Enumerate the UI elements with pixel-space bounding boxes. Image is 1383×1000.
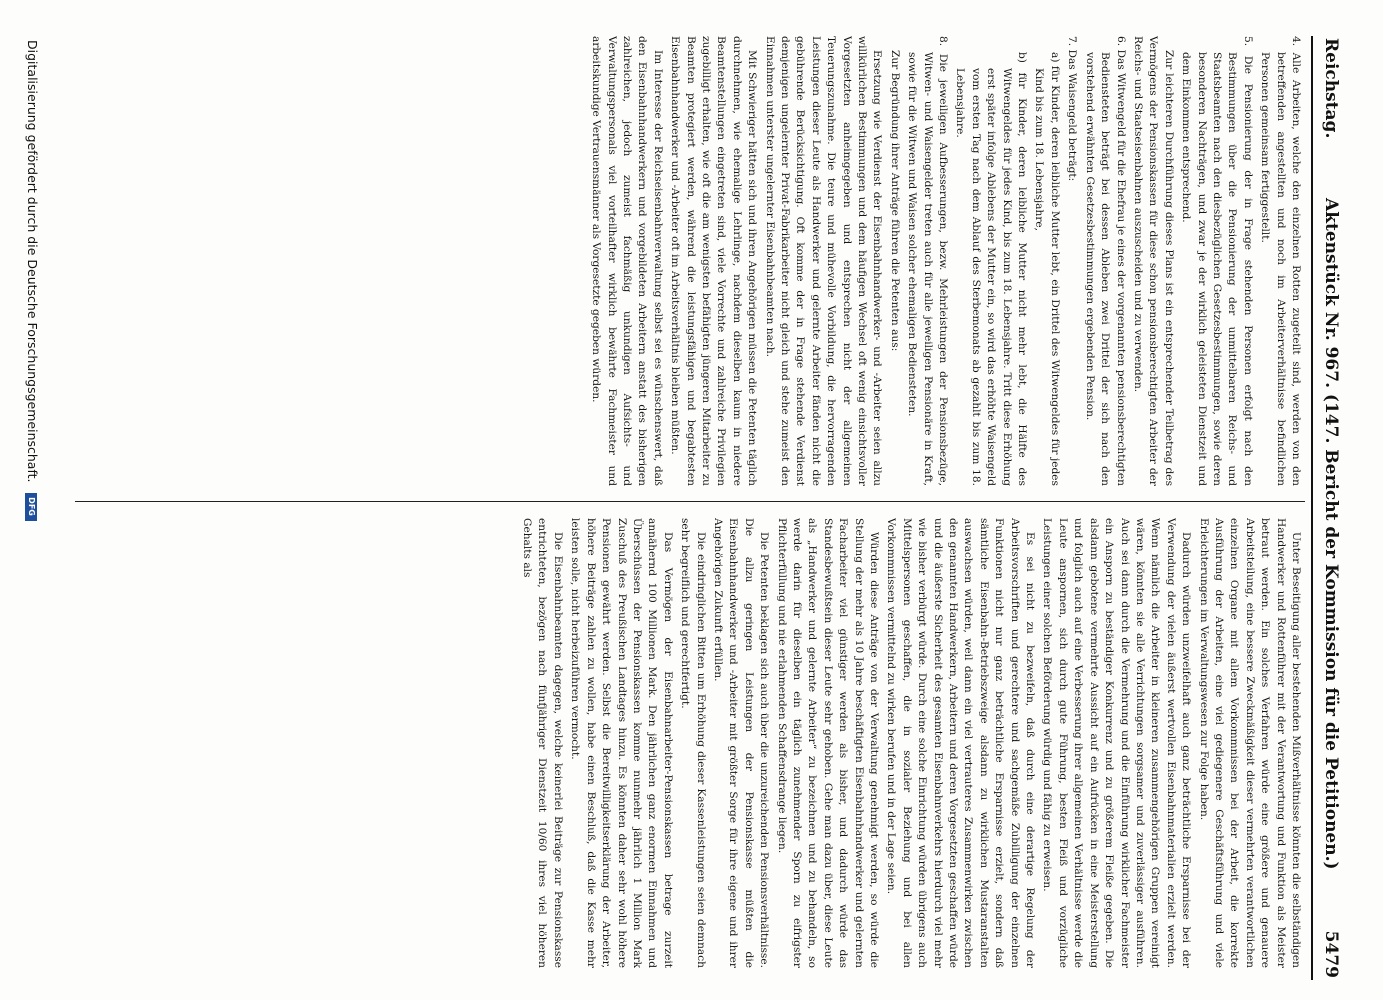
paragraph-item-5: 5. Die Pensionierung der in Frage stehenden Personen erfolgt nach den Bestimmungen über die Pensionierung der unmittelbaren Reichs- und Staatsbeamten nach den diesbezüglichen Gesetzesbestimmungen, sowie deren besonderen Nachträgen, und zwar je der wirklich geleisteten Dienstzeit und dem Einkommen entsprechend. [1180,36,1254,486]
paragraph-item-7a: a) für Kinder, deren leibliche Mutter lebt, ein Drittel des Witwengeldes für jedes Kind bis zum 18. Lebensjahre, [1033,52,1061,486]
paragraph-item-8: 8. Die jeweiligen Aufbesserungen, bezw. Mehrleistungen der Pensionsbezüge, Witwen- und Waisengelder treten auch für alle jeweiligen Pensionäre in Kraft, sowie für die Witwen und Waisen solcher ehemaligen Bediensteten. [906,36,950,486]
paragraph: Mit Schwieriger hätten sich und ihren Angehörigen müssen die Petenten täglich durchnehmen, wie ehemalige Lehrlinge, nachdem dieselben kaum in niedere Beamtenstellungen eingetreten sind, viele Vorrechte und zahlreiche Privilegien zugebilligt erhalten, wie oft die am wenigsten befähigten jüngeren Mitarbeiter zu Beamten protegiert werden, während die leistungsfähigen und begabtesten Eisenbahnhandwerker und -Arbeiter oft im Arbeitsverhältnis bleiben müßten. [669,36,759,486]
page-number: 5479 [1321,930,1341,978]
paragraph: Würden diese Anträge von der Verwaltung genehmigt werden, so würde die Stellung der mehr als 10 Jahre beschäftigten Eisenbahnhandwerker und gelernten Facharbeiter viel günstiger werden als bisher, und dadurch würde das Standesbewußtsein dieser Leute sehr gehoben. Gehe man dazu über, diese Leute als „Handwerker und gelernte Arbeiter“ zu bezeichnen und zu behandeln, so werde darin für dieselben ein täglich zunehmender Sporn zu eifrigster Pflichterfüllung und nie erlahmenden Schaffensdrange liegen. [775,518,881,968]
paragraph: Die Petenten beklagen sich auch über die unzureichenden Pensionsverhältnisse. Die allzu geringen Leistungen der Pensionskasse müßten die Eisenbahnhandwerker und -Arbeiter mit größter Sorge für ihre eigene und ihrer Angehörigen Zukunft erfüllen. [711,518,771,968]
paragraph: Es sei nicht zu bezweifeln, daß durch eine derartige Regelung der Arbeitsvorschriften und gerechtere und sachgemäße Zubilligung der einzelnen Funktionen nicht nur ganz beträchtliche Ersparnisse erzielt, sondern daß sämtliche Eisenbahn-Betriebszweige alsdann zu wirklichen Mustaranstalten auswachsen würden, weil dann ein viel vertrauteres Zusammenwirken zwischen den genannten Handwerkern, Arbeitern und deren Vorgesetzten geschaffen würde und die äußerste Sicherheit des gesamten Eisenbahnverkehrs hierdurch viel mehr wie bisher verbürgt würde. Durch eine solche Einrichtung würden übrigens auch Mittelspersonen geschaffen, die in sozialer Beziehung und bei allen Vorkommnissen vermittelnd zu wirken berufen und in der Lage seien. [885,518,1037,968]
paragraph-item-6: 6. Das Witwengeld für die Ehefrau je eines der vorgenannten pensionsberechtigten Bediensteten beträgt bei dessen Ableben zwei Drittel der sich nach den vorstehend erwähnten Gesetzesbestimmungen ergebenden Pension. [1083,36,1127,486]
footer-text: Digitalisierung gefördert durch die Deutsche Forschungsgemeinschaft. [25,40,40,483]
paragraph: Dadurch würden unzweifelhaft auch ganz beträchtliche Ersparnisse bei der Verwendung der vielen äußerst wertvollen Eisenbahnmaterialien erzielt werden. Wenn nämlich die Arbeiter in kleineren zusammengehörigen Gruppen vereinigt wären, könnten sie alle Verrichtungen sorgsamer und zuverlässiger ausführen. Auch sei dann durch die Vermehrung und die Einführung wirklicher Fachmeister ein Ansporn zu beständiger Konkurrenz und zu größerem Fleiße gegeben. Die alsdann gebotene vermehrte Aussicht auf ein Aufrücken in eine Meisterstellung und folglich auch auf eine Verbesserung ihrer allgemeinen Verhältnisse werde die Leute anspornen, sich durch gute Führung, besten Fleiß und vorzügliche Leistungen einer solchen Beförderung würdig und fähig zu erweisen. [1041,518,1193,968]
paragraph: Zur Begründung ihrer Anträge führen die Petenten aus: [888,50,901,352]
digitization-footer [20,40,40,980]
paragraph: Die Eisenbahnbeamten dagegen, welche keinerlei Beiträge zur Pensionskasse entrichteten, bezögen nach fünfjähriger Dienstzeit 10/60 ihres viel höheren Gehalts als [521,518,564,968]
paragraph-item-7: 7. Das Waisengeld beträgt: [1066,36,1079,182]
paragraph: Das Vermögen der Eisenbahnarbeiter-Pensionskassen betrage zurzeit annähernd 100 Millionen Mark. Den jährlichen ganz enormen Einnahmen und Überschüssen der Pensionskassen komme nunmehr jährlich 1 Million Mark Zuschuß des Preußischen Landtages hinzu. Es könnten daher sehr wohl höhere Pensionen gewährt werden. Selbst die Bereitwilligkeitserklärung der Arbeiter, höhere Beiträge zahlen zu wollen, habe einen Beschluß, daß die Kasse mehr leisten solle, nicht herbeizuführen vermocht. [569,518,674,968]
paragraph: Zur leichteren Durchführung dieses Plans ist ein entsprechender Teilbetrag des Vermögens der Pensionskassen für diese schon pensionsberechtigten Arbeiter der Reichs- und Staatseisenbahnen auszuscheiden und zu verwenden. [1131,36,1175,486]
header-left: Reichstag. [1321,38,1341,139]
right-column [83,518,1303,968]
column-divider [75,501,1305,502]
header-title: Aktenstück Nr. 967. (147. Bericht der Kommission für die Petitionen.) [1321,198,1341,870]
paragraph-item-7b: b) für Kinder, deren leibliche Mutter nicht mehr lebt, die Hälfte des Witwengeldes für jedes Kind, bis zum 18. Lebensjahre. Tritt diese Erhöhung erst später infolge Ablebens der Mutter ein, so wird das erhöhte Waisengeld vom ersten Tag nach dem Ablauf des Sterbemonats ab gezahlt bis zum 18. Lebensjahre. [954,52,1029,486]
paragraph-item-4: 4. Alle Arbeiten, welche den einzelnen Rotten zugeteilt sind, werden von den betreffenden angestellten und noch im Arbeiterverhältnisse befindlichen Personen gemeinsam fertiggestellt. [1259,36,1302,486]
dfg-logo-icon: DFG [26,493,38,521]
paragraph: Ersetzung wie Verdienst der Eisenbahnhandwerker- und -Arbeiter seien allzu willkürlichen Bestimmungen und dem häufigen Wechsel oft wenig einsichtsvoller Vorgesetzten anheimgegeben und entsprechen nicht der allgemeinen Teuerungszunahme. Die teure und mühevolle Vorbildung, die hervorragenden Leistungen dieser Leute als Handwerker und gelernte Arbeiter fänden nicht die gebührende Berücksichtigung. Oft komme der in Frage stehende Verdienst demjenigen ungelernter Privat-Fabrikarbeiter nicht gleich und stehe zumeist den Einnahmen unterster ungelernter Eisenbahnbeamten nach. [763,36,884,486]
paragraph: Die eindringlichen Bitten um Erhöhung dieser Kassenleistungen seien demnach sehr begreiflich und gerechtfertigt. [679,518,707,968]
header-rule [1311,36,1313,980]
paragraph: Unter Beseitigung aller bestehenden Mißverhältnisse könnten die selbständigen Handwerker und Rottenführer mit der Verantwortung und Funktion als Meister betraut werden. Ein solches Verfahren würde eine größere und genauere Arbeitsteilung, eine bessere Zweckmäßigkeit dieser vermehrten verantwortlichen einzelnen Organe mit allem Vorkommnissen bei der Arbeit, die korrekte Ausführung der Arbeiten, eine viel gediegenere Geschäftsführung und viele Erleichterungen im Verwaltungswesen zur Folge haben. [1197,518,1302,968]
paragraph: Im Interesse der Reichseisenbahnverwaltung selbst sei es wünschenswert, daß den Eisenbahnhandwerkern und vorgebildeten Arbeitern anstatt des bisherigen zahlreichen, jedoch zumeist fachmäßig unkundigen Aufsichts- und Verwaltungspersonals viel vorteilhafter wirklich bewährte Fachmeister und arbeitskundige Vertrauensmänner als Vorgesetzte gegeben würden. [590,36,664,486]
left-column [83,36,1303,486]
page-header [1313,38,1347,978]
